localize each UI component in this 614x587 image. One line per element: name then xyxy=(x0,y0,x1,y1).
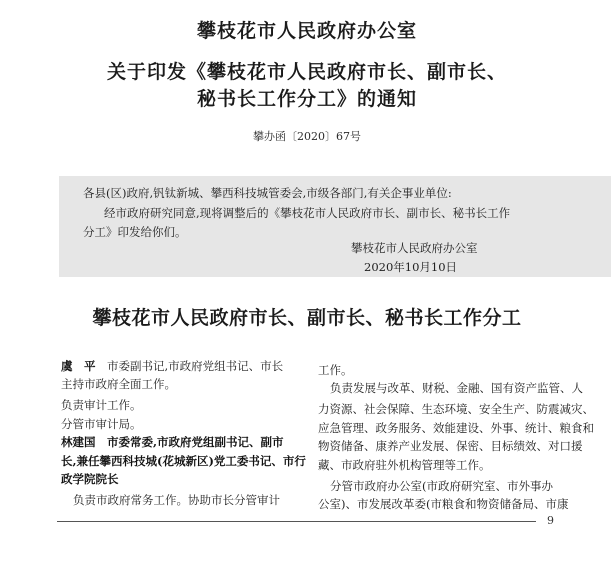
duty-line: 负责市政府常务工作。协助市长分管审计 xyxy=(73,493,280,507)
notice-signer: 攀枝花市人民政府办公室 xyxy=(351,241,478,255)
official-entry-lin-jianguo xyxy=(61,434,284,450)
notice-body-line2: 分工》印发给你们。 xyxy=(83,225,187,239)
duty-line: 物资储备、康养产业发展、保密、目标绩效、对口援 xyxy=(318,439,583,453)
notice-body-line1: 经市政府研究同意,现将调整后的《攀枝花市人民政府市长、副市长、秘书长工作 xyxy=(104,206,511,220)
duty-line: 藏、市政府驻外机构管理等工作。 xyxy=(318,458,491,472)
duty-line: 工作。 xyxy=(318,363,353,377)
page-number: 9 xyxy=(547,514,554,527)
official-titles-cont: 长,兼任攀西科技城(花城新区)党工委书记、市行 xyxy=(61,454,306,468)
notice-date: 2020年10月10日 xyxy=(364,260,458,274)
duty-line: 公室)、市发展改革委(市粮食和物资储备局、市康 xyxy=(318,497,569,511)
duty-line: 分管市审计局。 xyxy=(61,417,142,431)
official-name: 虞 平 xyxy=(61,359,96,373)
notice-box xyxy=(59,176,611,277)
header-title-line1: 攀枝花市人民政府办公室 xyxy=(196,20,417,42)
duty-line: 主持市政府全面工作。 xyxy=(61,377,176,391)
duty-line: 分管市政府办公室(市政府研究室、市外事办 xyxy=(330,479,553,493)
notice-addressee: 各县(区)政府,钒钛新城、攀西科技城管委会,市级各部门,有关企事业单位: xyxy=(83,186,452,200)
official-entry-yu-ping xyxy=(61,358,283,374)
section-title: 攀枝花市人民政府市长、副市长、秘书长工作分工 xyxy=(92,307,522,329)
footer-rule xyxy=(57,521,536,522)
official-titles: 市委常委,市政府党组副书记、副市 xyxy=(95,435,284,449)
duty-line: 力资源、社会保障、生态环境、安全生产、防震减灾、 xyxy=(318,402,594,416)
header-title-line2: 关于印发《攀枝花市人民政府市长、副市长、 xyxy=(106,61,507,83)
duty-line: 负责发展与改革、财税、金融、国有资产监管、人 xyxy=(330,381,583,395)
header-title-line3: 秘书长工作分工》的通知 xyxy=(196,88,417,110)
official-name: 林建国 xyxy=(61,435,96,449)
official-titles: 市委副书记,市政府党组书记、市长 xyxy=(95,359,284,373)
document-number: 攀办函〔2020〕67号 xyxy=(253,130,361,143)
duty-line: 应急管理、政务服务、效能建设、外事、统计、粮食和 xyxy=(318,421,594,435)
duty-line: 负责审计工作。 xyxy=(61,398,142,412)
official-titles-cont: 政学院院长 xyxy=(61,472,119,486)
